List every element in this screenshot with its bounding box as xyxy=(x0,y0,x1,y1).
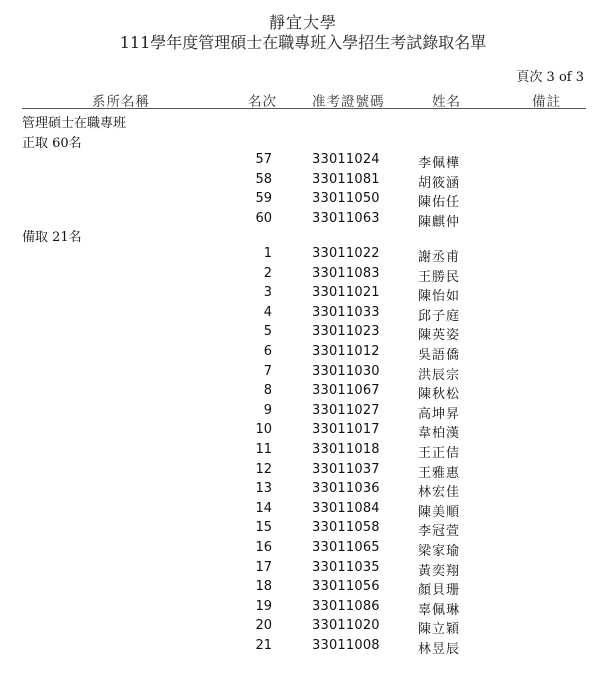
rank-cell: 59 xyxy=(255,191,272,207)
name-cell: 陳佑任 xyxy=(418,195,461,211)
exam-id-cell: 33011023 xyxy=(312,324,380,340)
rank-cell: 20 xyxy=(255,618,272,634)
exam-id-cell: 33011084 xyxy=(312,500,380,516)
table-row xyxy=(0,305,606,325)
rank-cell: 9 xyxy=(263,402,272,418)
rank-cell: 12 xyxy=(255,461,272,477)
exam-id-cell: 33011008 xyxy=(312,638,380,653)
exam-id-cell: 33011020 xyxy=(312,618,380,634)
header-rank: 名次 xyxy=(248,94,277,110)
exam-id-cell: 33011024 xyxy=(312,152,380,167)
table-row xyxy=(0,191,606,211)
exam-id-cell: 33011050 xyxy=(312,191,380,207)
header-exam-id: 准考證號碼 xyxy=(312,94,385,110)
name-cell: 邱子庭 xyxy=(418,308,461,324)
exam-id-cell: 33011035 xyxy=(312,559,380,575)
name-cell: 陳立穎 xyxy=(418,622,461,638)
table-row xyxy=(0,383,606,403)
page-number: 頁次 3 of 3 xyxy=(516,70,584,85)
header-remark: 備註 xyxy=(532,94,561,110)
rank-cell: 7 xyxy=(263,363,272,379)
name-cell: 林宏佳 xyxy=(418,485,461,501)
table-row xyxy=(0,246,606,266)
exam-id-cell: 33011030 xyxy=(312,363,380,379)
rank-cell: 21 xyxy=(255,638,272,653)
header-name: 姓名 xyxy=(432,94,461,110)
table-row xyxy=(0,324,606,344)
rank-cell: 2 xyxy=(263,265,272,281)
rank-cell: 57 xyxy=(255,152,272,167)
table-row xyxy=(0,540,606,560)
table-header xyxy=(0,90,606,110)
exam-id-cell: 33011021 xyxy=(312,285,380,301)
table-row xyxy=(0,211,606,231)
table-row xyxy=(0,285,606,305)
table-row xyxy=(0,344,606,364)
table-row xyxy=(0,422,606,442)
name-cell: 王勝民 xyxy=(418,269,461,285)
rank-cell: 3 xyxy=(263,285,272,301)
table-row xyxy=(0,638,606,658)
table-row xyxy=(0,266,606,286)
table-row xyxy=(0,152,606,172)
exam-id-cell: 33011058 xyxy=(312,520,380,536)
table-row xyxy=(0,481,606,501)
document-title-list: 111學年度管理碩士在職專班入學招生考試錄取名單 xyxy=(119,33,487,52)
name-cell: 韋柏漢 xyxy=(418,426,461,442)
name-cell: 顏貝珊 xyxy=(418,583,461,599)
rank-cell: 1 xyxy=(263,246,272,261)
rank-cell: 11 xyxy=(255,442,272,457)
name-cell: 王雅惠 xyxy=(418,465,461,481)
name-cell: 辜佩琳 xyxy=(418,602,461,618)
name-cell: 陳怡如 xyxy=(418,289,461,305)
name-cell: 吳語僑 xyxy=(418,348,461,363)
rank-cell: 14 xyxy=(255,500,272,516)
exam-id-cell: 33011036 xyxy=(312,481,380,497)
table-row xyxy=(0,618,606,638)
exam-id-cell: 33011083 xyxy=(312,265,380,281)
exam-id-cell: 33011022 xyxy=(312,246,380,261)
rank-cell: 8 xyxy=(263,383,272,399)
name-cell: 黃奕翔 xyxy=(418,563,461,579)
rank-cell: 13 xyxy=(255,481,272,497)
exam-id-cell: 33011033 xyxy=(312,304,380,320)
rank-cell: 10 xyxy=(255,422,272,438)
rank-cell: 4 xyxy=(263,304,272,320)
rank-cell: 58 xyxy=(255,171,272,187)
name-cell: 謝丞甫 xyxy=(418,250,461,265)
rank-cell: 16 xyxy=(255,540,272,555)
exam-id-cell: 33011037 xyxy=(312,461,380,477)
table-row xyxy=(0,442,606,462)
table-row xyxy=(0,462,606,482)
rank-cell: 18 xyxy=(255,579,272,595)
name-cell: 李佩樺 xyxy=(418,156,461,171)
name-cell: 胡筱涵 xyxy=(418,175,461,191)
department-name: 管理碩士在職專班 xyxy=(22,116,127,131)
section-label-admitted: 正取 60名 xyxy=(22,136,82,151)
name-cell: 梁家瑜 xyxy=(418,544,461,559)
rank-cell: 5 xyxy=(263,324,272,340)
rank-cell: 19 xyxy=(255,598,272,614)
name-cell: 王正佶 xyxy=(418,446,461,461)
rank-cell: 60 xyxy=(255,211,272,227)
exam-id-cell: 33011056 xyxy=(312,579,380,595)
table-row xyxy=(0,579,606,599)
name-cell: 陳麒仲 xyxy=(418,215,461,231)
rank-cell: 17 xyxy=(255,559,272,575)
exam-id-cell: 33011081 xyxy=(312,171,380,187)
exam-id-cell: 33011063 xyxy=(312,211,380,227)
table-row xyxy=(0,364,606,384)
exam-id-cell: 33011012 xyxy=(312,344,380,359)
exam-id-cell: 33011067 xyxy=(312,383,380,399)
rank-cell: 15 xyxy=(255,520,272,536)
table-row xyxy=(0,599,606,619)
name-cell: 陳秋松 xyxy=(418,387,461,403)
table-row xyxy=(0,403,606,423)
exam-id-cell: 33011017 xyxy=(312,422,380,438)
document-title-school: 靜宜大學 xyxy=(268,13,337,32)
exam-id-cell: 33011086 xyxy=(312,598,380,614)
name-cell: 高坤昇 xyxy=(418,406,461,422)
rank-cell: 6 xyxy=(263,344,272,359)
header-divider xyxy=(22,108,586,109)
exam-id-cell: 33011018 xyxy=(312,442,380,457)
header-department: 系所名稱 xyxy=(92,94,150,110)
table-row xyxy=(0,560,606,580)
name-cell: 陳英姿 xyxy=(418,328,461,344)
name-cell: 洪辰宗 xyxy=(418,367,461,383)
exam-id-cell: 33011065 xyxy=(312,540,380,555)
name-cell: 陳美順 xyxy=(418,504,461,520)
name-cell: 李冠萱 xyxy=(418,524,461,540)
table-row xyxy=(0,501,606,521)
table-row xyxy=(0,520,606,540)
table-row xyxy=(0,172,606,192)
exam-id-cell: 33011027 xyxy=(312,402,380,418)
name-cell: 林昱辰 xyxy=(418,642,461,657)
section-label-waitlist: 備取 21名 xyxy=(22,230,82,245)
